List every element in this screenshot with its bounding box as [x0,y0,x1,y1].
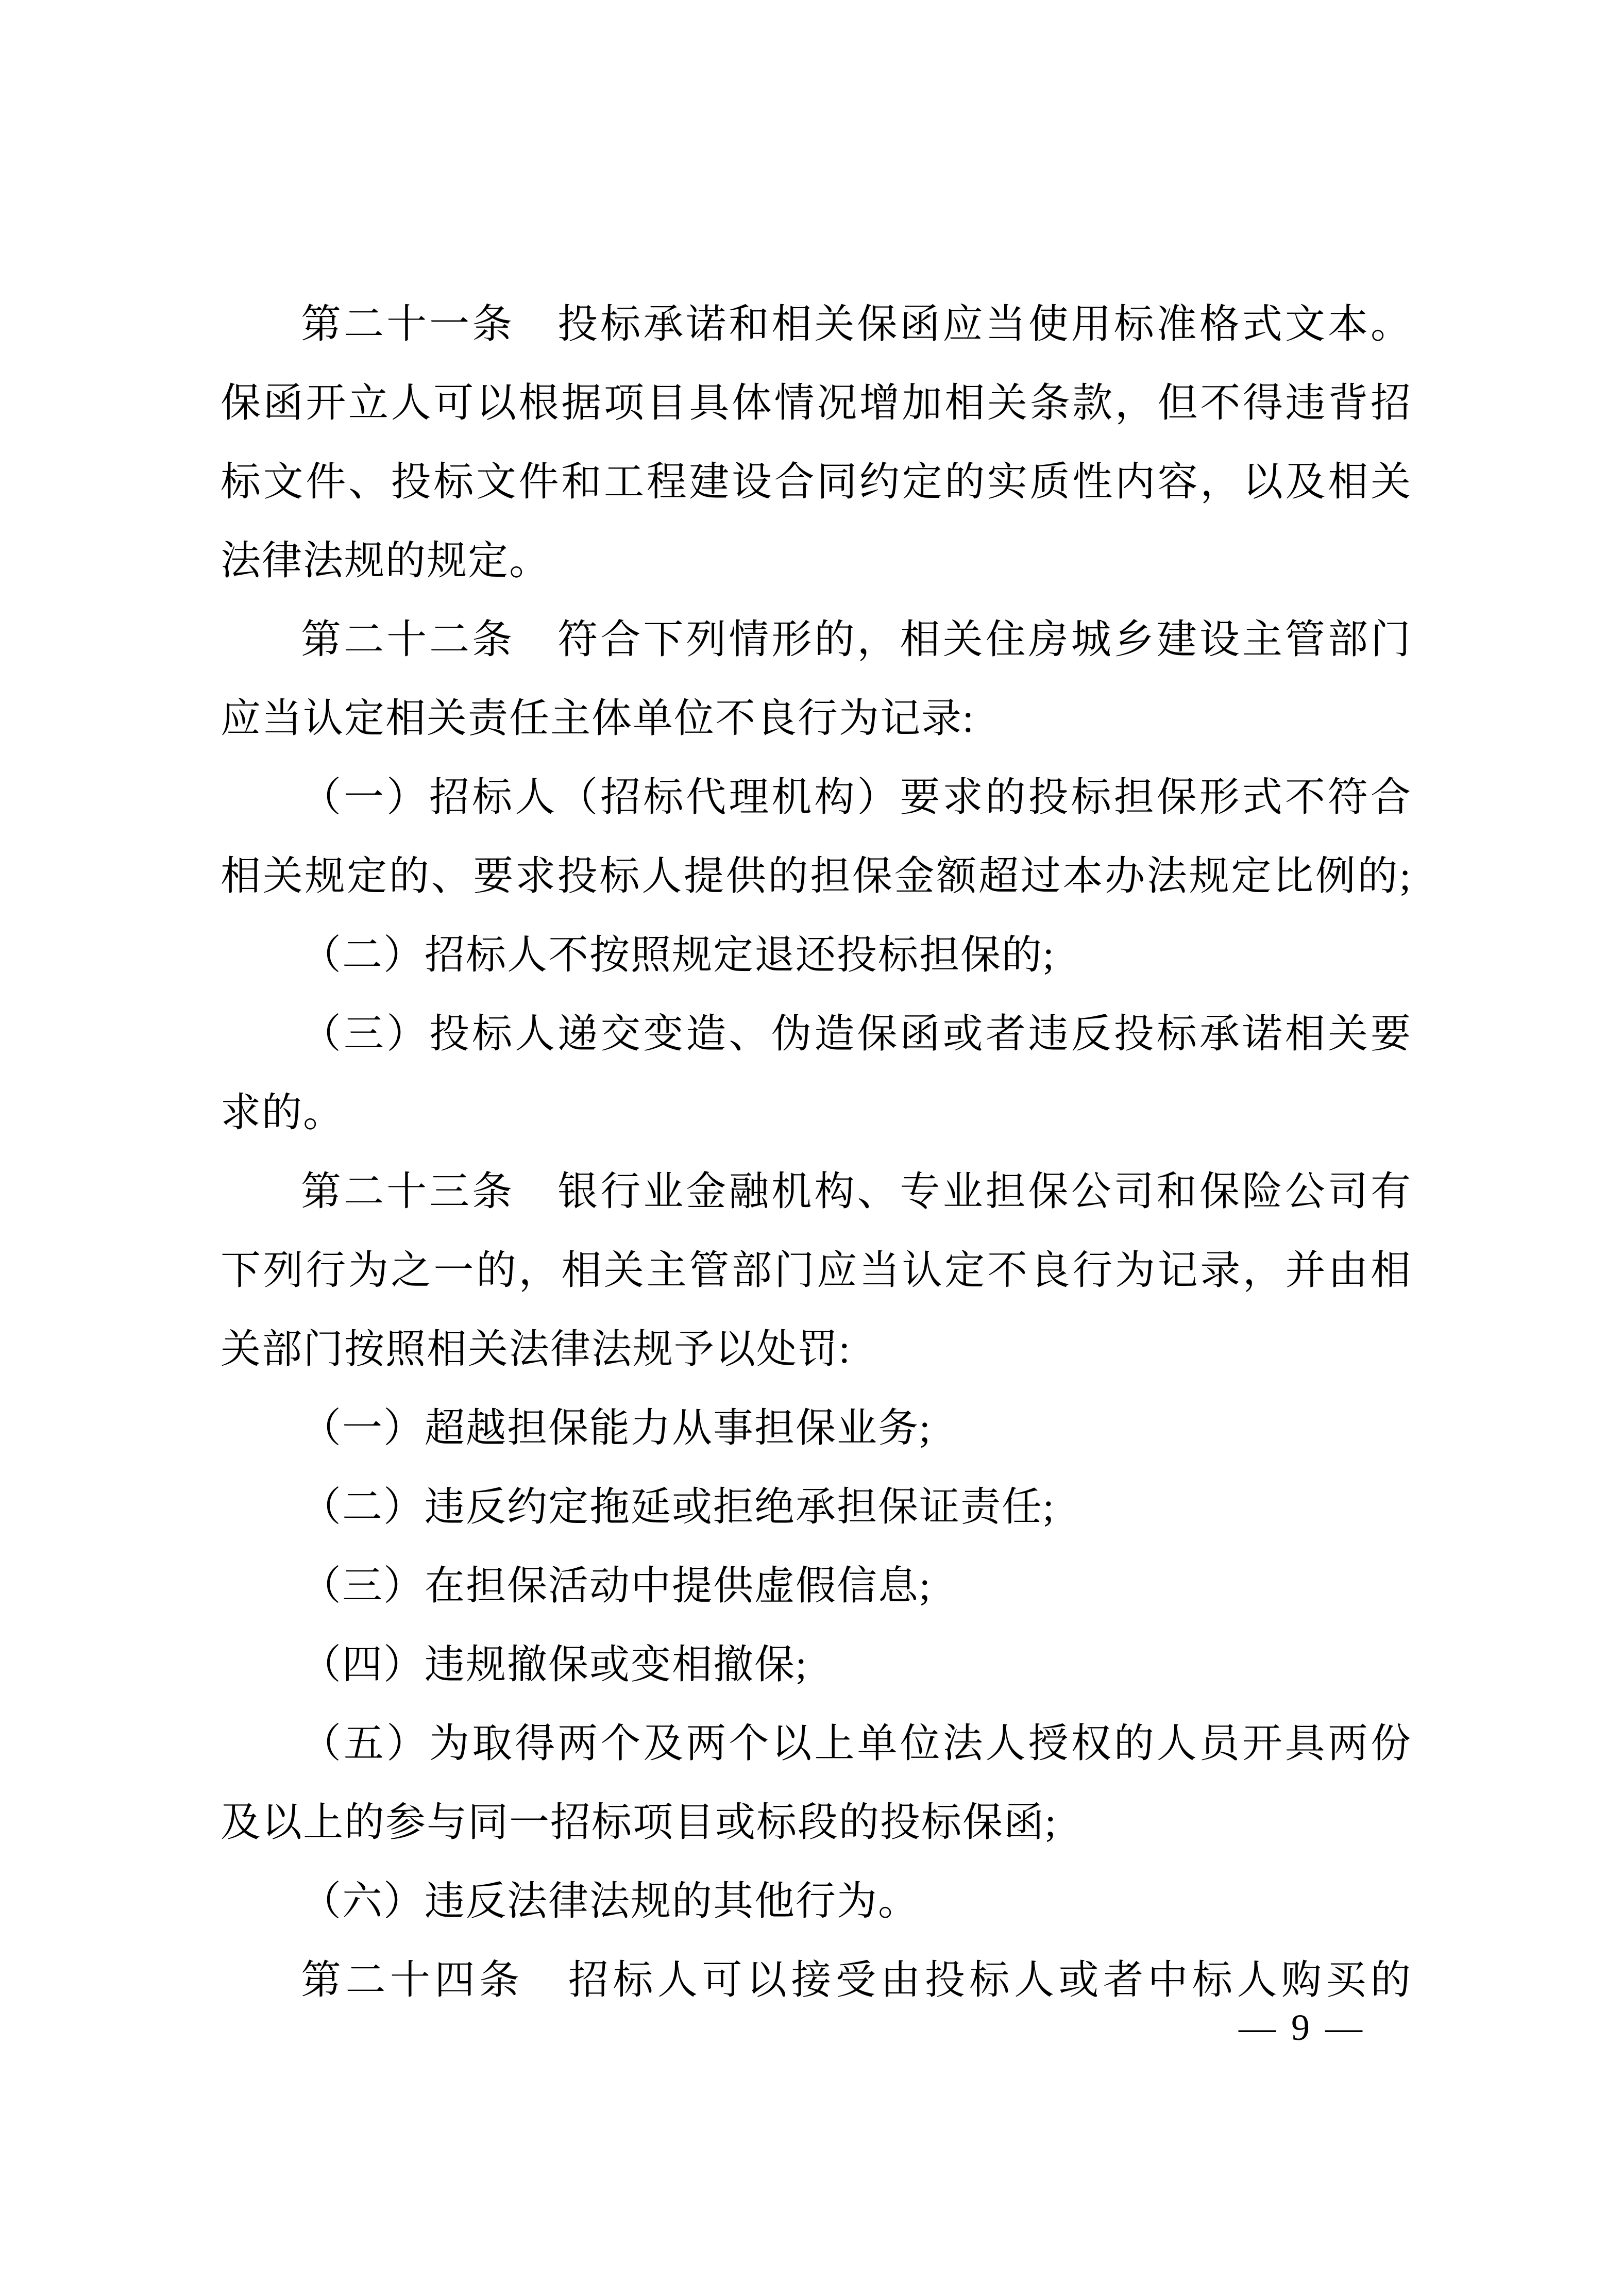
document-line: （六）违反法律法规的其他行为。 [301,1879,920,1923]
document-line: 标文件、投标文件和工程建设合同约定的实质性内容，以及相关 [221,459,1412,504]
document-line: 第二十一条 投标承诺和相关保函应当使用标准格式文本。 [301,301,1412,346]
document-line: 下列行为之一的，相关主管部门应当认定不良行为记录，并由相 [221,1248,1412,1293]
document-line: 及以上的参与同一招标项目或标段的投标保函; [221,1800,1057,1845]
document-line: （一）招标人（招标代理机构）要求的投标担保形式不符合 [301,775,1412,819]
document-line: （三）投标人递交变造、伪造保函或者违反投标承诺相关要 [301,1011,1412,1056]
document-line: （一）超越担保能力从事担保业务; [301,1405,932,1450]
document-line: 第二十三条 银行业金融机构、专业担保公司和保险公司有 [301,1169,1412,1214]
document-line: 相关规定的、要求投标人提供的担保金额超过本办法规定比例的; [221,853,1412,898]
page-number: — 9 — [1239,2007,1365,2048]
document-line: 求的。 [221,1090,345,1135]
document-line: （二）招标人不按照规定退还投标担保的; [301,932,1055,977]
document-text-block [221,284,1412,2019]
document-line: 保函开立人可以根据项目具体情况增加相关条款，但不得违背招 [221,380,1412,425]
document-line: （二）违反约定拖延或拒绝承担保证责任; [301,1484,1055,1529]
document-line: 关部门按照相关法律法规予以处罚: [221,1327,851,1371]
document-line: 法律法规的规定。 [221,538,551,583]
document-line: 第二十二条 符合下列情形的，相关住房城乡建设主管部门 [301,617,1412,662]
document-line: （五）为取得两个及两个以上单位法人授权的人员开具两份 [301,1721,1412,1766]
document-line: （四）违规撤保或变相撤保; [301,1642,808,1687]
document-line: （三）在担保活动中提供虚假信息; [301,1563,932,1608]
document-line: 第二十四条 招标人可以接受由投标人或者中标人购买的 [301,1957,1412,2002]
document-line: 应当认定相关责任主体单位不良行为记录: [221,696,975,741]
